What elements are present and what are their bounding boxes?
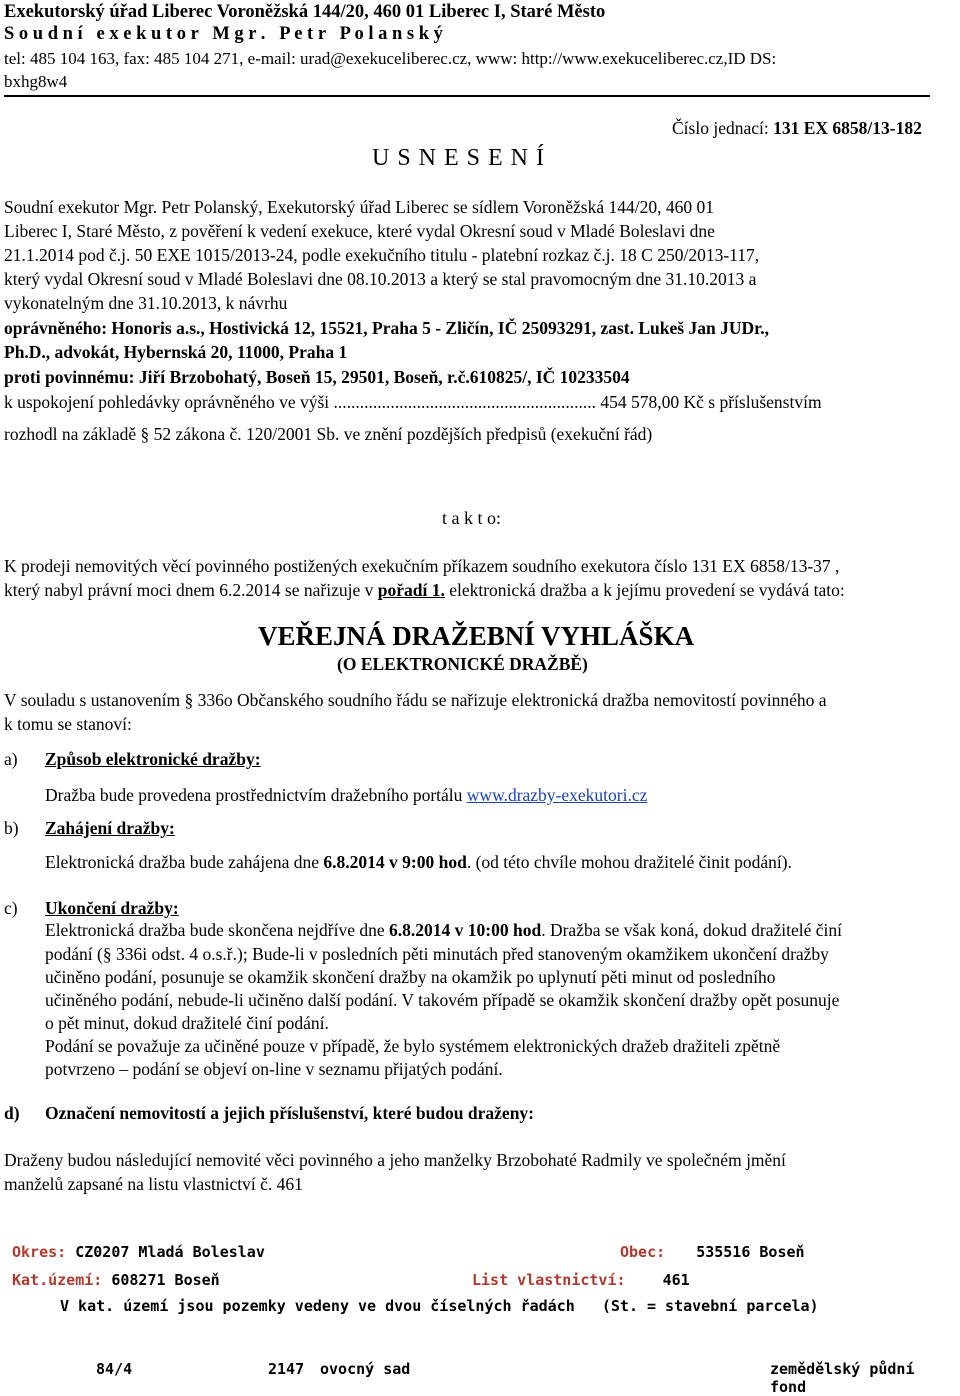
- section-a-text: [45, 785, 647, 806]
- parcel-use-line-1: zemědělský půdní: [770, 1360, 915, 1378]
- cadastre-okres: [12, 1243, 265, 1261]
- order-line-2-text: který nabyl právní moci dnem 6.2.2014 se nařizuje v: [4, 580, 378, 600]
- executor-name: S o u d n í e x e k u t o r M g r . P e t r P o l a n s k ý: [4, 24, 443, 44]
- case-number-value: 131 EX 6858/13-182: [773, 118, 922, 138]
- auction-end-time: 6.8.2014 v 10:00 hod: [389, 920, 542, 940]
- section-c-line-2: podání (§ 336i odst. 4 o.s.ř.); Bude-li v posledních pěti minutách před stanoveným okamžikem ukončení dražby: [45, 944, 829, 964]
- section-a-letter: a): [4, 749, 18, 769]
- legal-basis-line: rozhodl na základě § 52 zákona č. 120/2001 Sb. ve znění pozdějších předpisů (exekuční řád): [4, 424, 653, 444]
- auction-order-number: pořadí 1.: [377, 580, 445, 600]
- section-b-text-post: . (od této chvíle mohou dražitelé činit podání).: [466, 852, 792, 872]
- cadastre-note: V kat. území jsou pozemky vedeny ve dvou číselných řadách (St. = stavební parcela): [60, 1297, 819, 1315]
- parcel-use-line-2: fond: [770, 1378, 807, 1396]
- order-line-2-end: elektronická dražba a k jejímu provedení se vydává tato:: [444, 580, 845, 600]
- section-c-line-1-pre: Elektronická dražba bude skončena nejdříve dne: [45, 920, 390, 940]
- katuzemi-value: 608271 Boseň: [111, 1271, 220, 1289]
- obec-label: Obec:: [620, 1243, 666, 1261]
- document-title: U S N E S E N Í: [372, 145, 546, 171]
- section-c-line-1-post: . Dražba se však koná, dokud dražitelé činí: [541, 920, 842, 940]
- order-line-2: [4, 580, 845, 601]
- okres-value: CZ0207 Mladá Boleslav: [75, 1243, 265, 1261]
- section-d-letter: d): [4, 1103, 20, 1123]
- contact-line: tel: 485 104 163, fax: 485 104 271, e-mail: urad@exekuceliberec.cz, www: http://www.exekuceliberec.cz,ID DS:: [4, 49, 777, 68]
- data-box-id: bxhg8w4: [4, 72, 68, 91]
- section-c-heading: Ukončení dražby:: [45, 898, 179, 918]
- header-divider: [4, 95, 930, 97]
- katuzemi-label: Kat.území:: [12, 1271, 103, 1289]
- intro-line-1: Soudní exekutor Mgr. Petr Polanský, Exekutorský úřad Liberec se sídlem Voroněžská 144/20, 460 01: [4, 197, 714, 217]
- parcel-number: 84/4: [96, 1360, 133, 1378]
- obec-value: 535516 Boseň: [696, 1243, 805, 1261]
- creditor-attorney-line: Ph.D., advokát, Hybernská 20, 11000, Praha 1: [4, 342, 348, 362]
- creditor-line: oprávněného: Honoris a.s., Hostivická 12, 15521, Praha 5 - Zličín, IČ 25093291, zast. Lukeš Jan JUDr.,: [4, 318, 770, 338]
- section-c-line-6: Podání se považuje za učiněné pouze v případě, že bylo systémem elektronických dražeb dražiteli zpětně: [45, 1036, 781, 1056]
- case-number: [672, 118, 922, 139]
- office-name: Exekutorský úřad Liberec Voroněžská 144/20, 460 01 Liberec I, Staré Město: [4, 2, 606, 22]
- cadastre-obec: [620, 1243, 805, 1261]
- cadastre-list-vlastnictvi: [472, 1271, 690, 1289]
- section-c-letter: c): [4, 898, 18, 918]
- intro-line-5: vykonatelným dne 31.10.2013, k návrhu: [4, 293, 288, 313]
- section-b-letter: b): [4, 818, 19, 838]
- section-d-heading: Označení nemovitostí a jejich příslušenství, které budou draženy:: [45, 1103, 535, 1123]
- case-number-label: Číslo jednací:: [672, 118, 774, 138]
- auction-portal-link[interactable]: www.drazby-exekutori.cz: [466, 785, 648, 805]
- section-a-text-pre: Dražba bude provedena prostřednictvím dražebního portálu: [45, 785, 467, 805]
- okres-label: Okres:: [12, 1243, 67, 1261]
- lv-label: List vlastnictví:: [472, 1271, 626, 1289]
- takto-heading: t a k t o:: [442, 508, 501, 528]
- lv-value: 461: [662, 1271, 690, 1289]
- section-b-text: [45, 852, 792, 873]
- section-c-line-3: učiněno podání, posunuje se okamžik skončení dražby na okamžik po uplynutí pěti minut od posledního: [45, 967, 776, 987]
- closing-line-2: manželů zapsané na listu vlastnictví č. 461: [4, 1174, 303, 1194]
- notice-line-1: V souladu s ustanovením § 336o Občanského soudního řádu se nařizuje elektronická dražba nemovitostí povinného a: [4, 690, 827, 710]
- debtor-line: proti povinnému: Jiří Brzobohatý, Boseň 15, 29501, Boseň, r.č.610825/, IČ 10233504: [4, 367, 630, 387]
- parcel-type: ovocný sad: [320, 1360, 411, 1378]
- auction-start-time: 6.8.2014 v 9:00 hod: [323, 852, 467, 872]
- parcel-area: 2147: [268, 1360, 305, 1378]
- claim-amount-line: k uspokojení pohledávky oprávněného ve výši ............................................................ 454 578,00 Kč s příslušenstvím: [4, 392, 822, 412]
- section-c-line-4: učiněného podání, nebude-li učiněno další podání. V takovém případě se okamžik skončení dražby opět posunuje: [45, 990, 840, 1010]
- cadastre-katuzemi: [12, 1271, 220, 1289]
- closing-line-1: Draženy budou následující nemovité věci povinného a jeho manželky Brzobohaté Radmily ve společném jmění: [4, 1150, 786, 1170]
- order-line-1: K prodeji nemovitých věcí povinného postižených exekučním příkazem soudního exekutora číslo 131 EX 6858/13-37 ,: [4, 556, 840, 576]
- notice-title: VEŘEJNÁ DRAŽEBNÍ VYHLÁŠKA: [258, 621, 695, 651]
- section-a-heading: Způsob elektronické dražby:: [45, 749, 261, 769]
- section-b-text-pre: Elektronická dražba bude zahájena dne: [45, 852, 324, 872]
- section-c-line-1: [45, 920, 842, 941]
- intro-line-3: 21.1.2014 pod č.j. 50 EXE 1015/2013-24, podle exekučního titulu - platební rozkaz č.j. 18 C 250/2013-117,: [4, 245, 760, 265]
- notice-line-2: k tomu se stanoví:: [4, 714, 132, 734]
- section-c-line-5: o pět minut, dokud dražitelé činí podání.: [45, 1013, 329, 1033]
- notice-subtitle: (O ELEKTRONICKÉ DRAŽBĚ): [337, 654, 588, 674]
- intro-line-2: Liberec I, Staré Město, z pověření k vedení exekuce, které vydal Okresní soud v Mladé Boleslavi dne: [4, 221, 715, 241]
- section-c-line-7: potvrzeno – podání se objeví on-line v seznamu přijatých podání.: [45, 1059, 503, 1079]
- section-b-heading: Zahájení dražby:: [45, 818, 175, 838]
- intro-line-4: který vydal Okresní soud v Mladé Boleslavi dne 08.10.2013 a který se stal pravomocným dne 31.10.2013 a: [4, 269, 757, 289]
